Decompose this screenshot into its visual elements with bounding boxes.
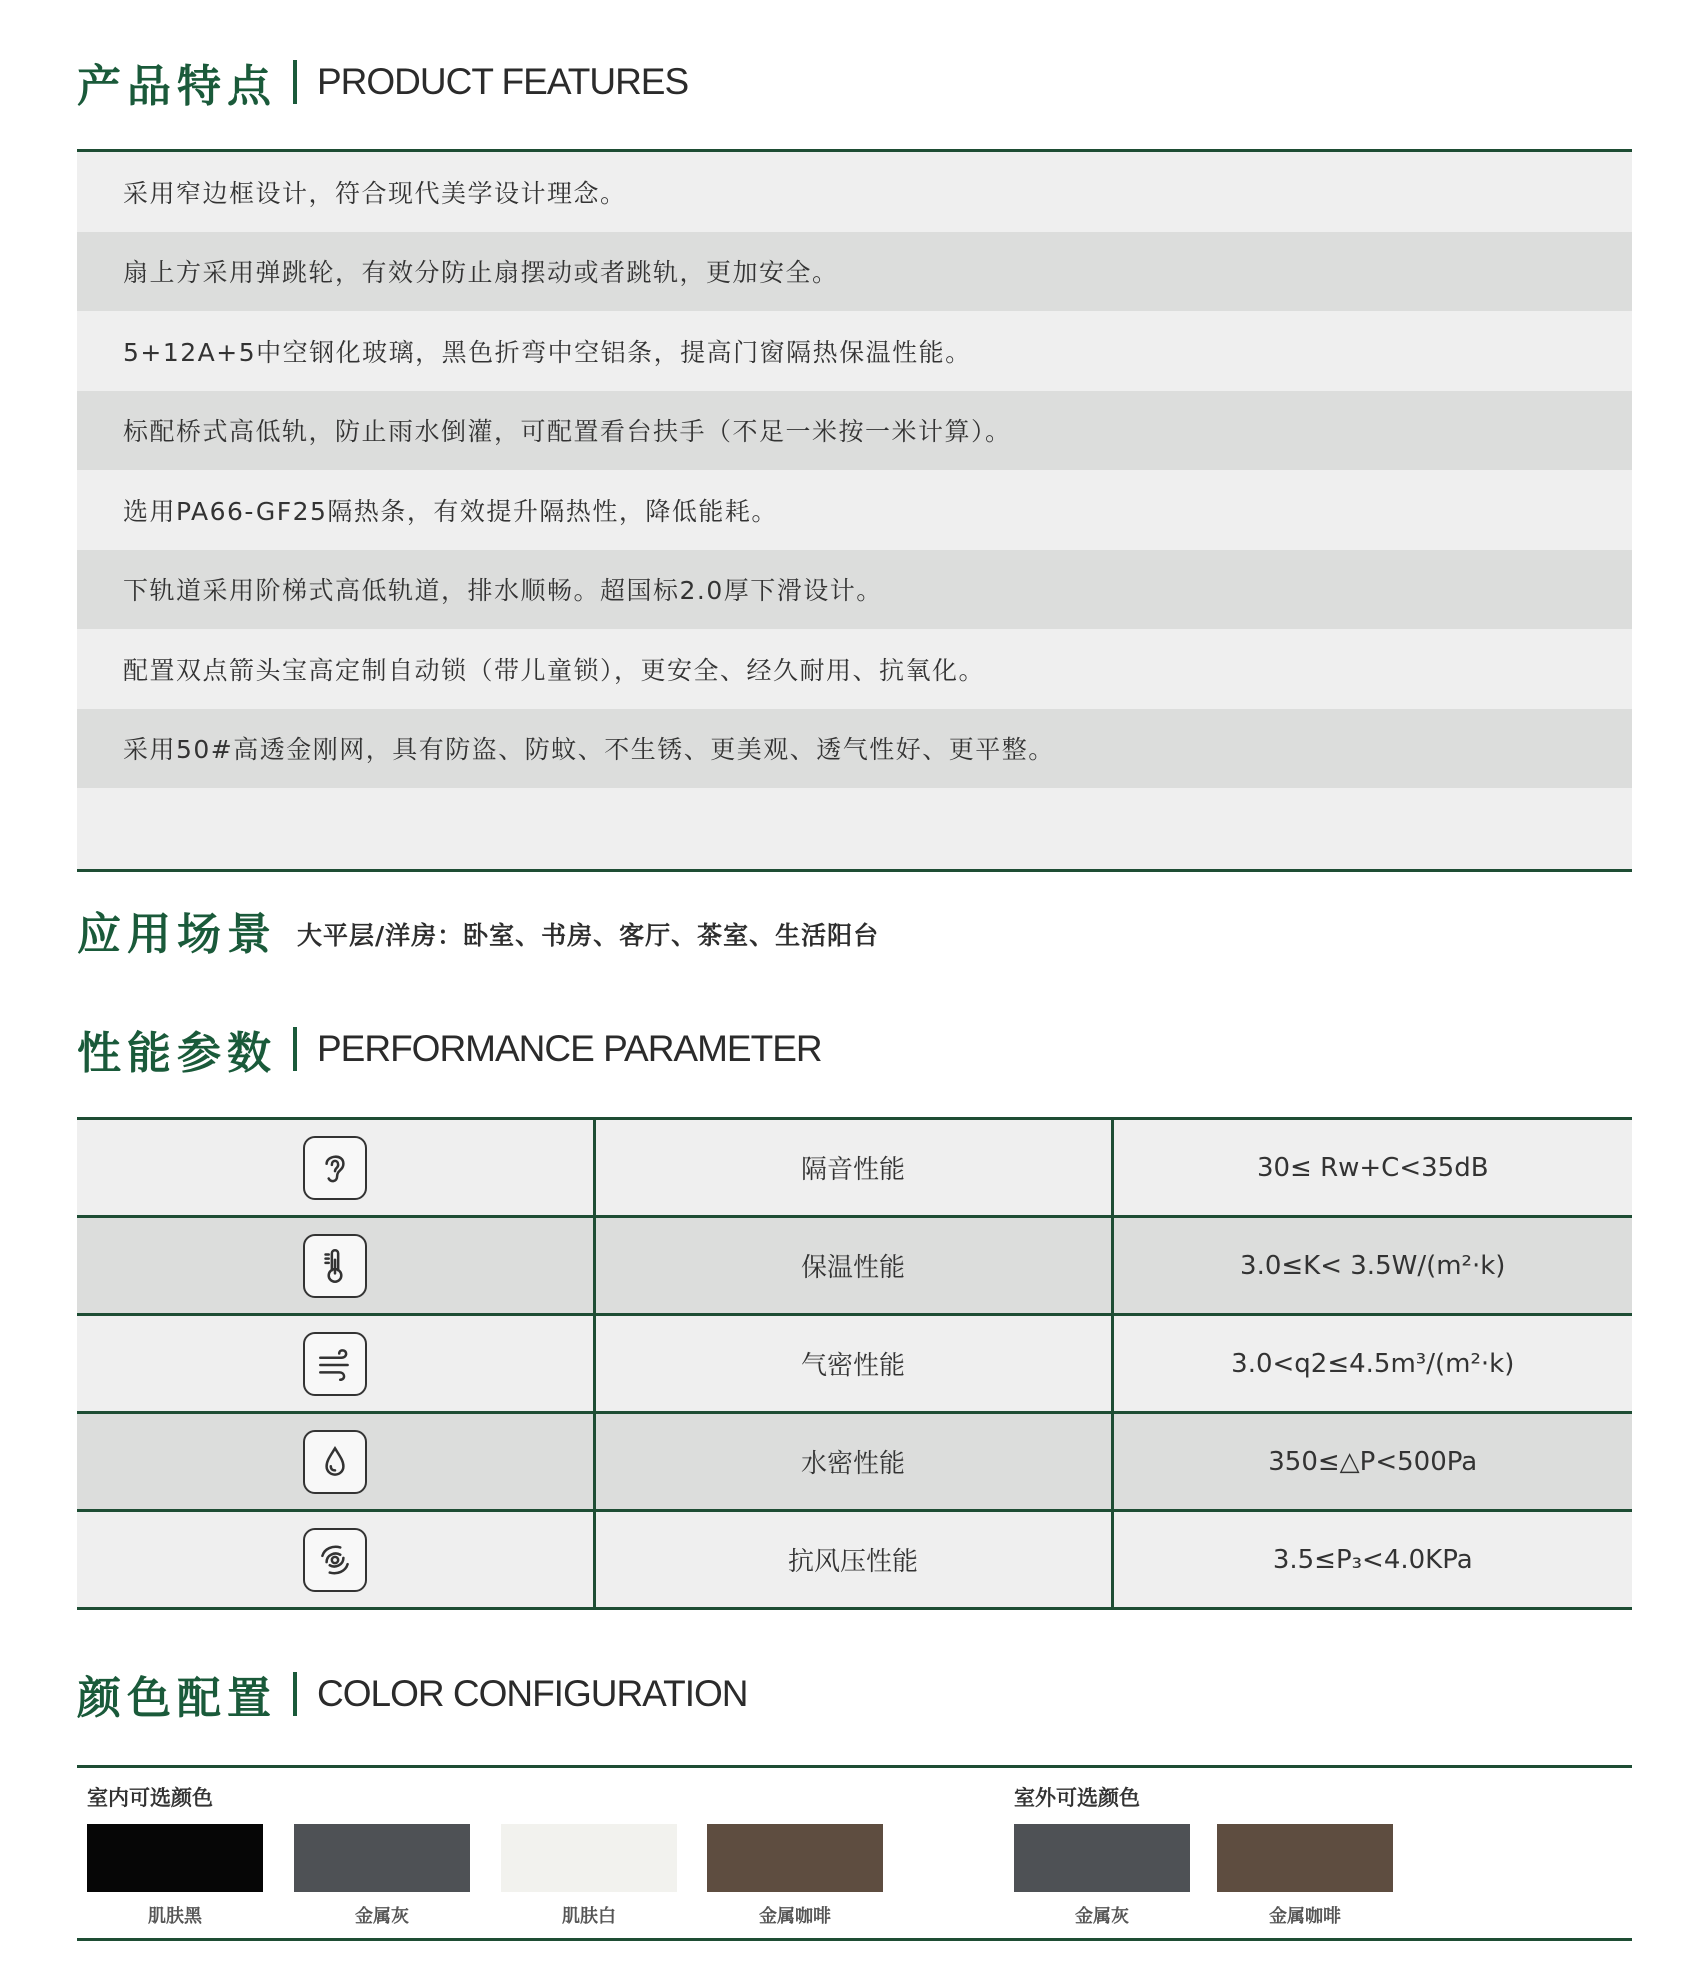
table-row [77, 1511, 1632, 1609]
icon-cell [77, 1217, 594, 1315]
table-row [77, 1217, 1632, 1315]
color-swatch [501, 1824, 677, 1892]
feature-item: 扇上方采用弹跳轮，有效分防止扇摆动或者跳轨，更加安全。 [77, 232, 1632, 312]
feature-blank-row [77, 788, 1632, 869]
features-list [77, 149, 1632, 872]
param-name: 气密性能 [594, 1315, 1112, 1413]
table-row [77, 1315, 1632, 1413]
scenario-title: 应用场景 [77, 909, 277, 960]
param-name: 水密性能 [594, 1413, 1112, 1511]
param-name: 抗风压性能 [594, 1511, 1112, 1609]
heading-divider [293, 1672, 297, 1716]
water-drop-icon [303, 1430, 367, 1494]
color-swatch [1014, 1824, 1190, 1892]
features-title-en: PRODUCT FEATURES [317, 61, 689, 102]
typhoon-icon [303, 1528, 367, 1592]
performance-heading [77, 1019, 822, 1079]
color-swatch-label: 金属灰 [355, 1906, 409, 1927]
icon-cell [77, 1511, 594, 1609]
color-title-en: COLOR CONFIGURATION [317, 1673, 748, 1714]
features-heading [77, 52, 688, 112]
param-value: 3.0<q2≤4.5m³/(m²·k) [1112, 1315, 1632, 1413]
ear-icon [303, 1136, 367, 1200]
param-name: 保温性能 [594, 1217, 1112, 1315]
outdoor-colors-label: 室外可选颜色 [1014, 1786, 1140, 1810]
features-title-cn: 产品特点 [77, 61, 277, 112]
param-value: 350≤△P<500Pa [1112, 1413, 1632, 1511]
color-swatch [1217, 1824, 1393, 1892]
color-swatch-label: 金属灰 [1075, 1906, 1129, 1927]
performance-table [77, 1117, 1632, 1610]
color-swatch-label: 金属咖啡 [1269, 1906, 1341, 1927]
param-name: 隔音性能 [594, 1119, 1112, 1217]
heading-divider [293, 60, 297, 104]
color-swatch [87, 1824, 263, 1892]
table-row [77, 1413, 1632, 1511]
table-row [77, 1119, 1632, 1217]
thermometer-icon [303, 1234, 367, 1298]
performance-title-en: PERFORMANCE PARAMETER [317, 1028, 822, 1069]
feature-item: 配置双点箭头宝高定制自动锁（带儿童锁），更安全、经久耐用、抗氧化。 [123, 655, 986, 685]
feature-item: 采用窄边框设计，符合现代美学设计理念。 [123, 178, 627, 208]
param-value: 3.5≤P₃<4.0KPa [1112, 1511, 1632, 1609]
param-value: 30≤ Rw+C<35dB [1112, 1119, 1632, 1217]
feature-item: 采用50#高透金刚网，具有防盗、防蚊、不生锈、更美观、透气性好、更平整。 [77, 709, 1632, 789]
scenario-text: 大平层/洋房：卧室、书房、客厅、茶室、生活阳台 [297, 921, 880, 950]
color-swatch [294, 1824, 470, 1892]
indoor-colors-label: 室内可选颜色 [87, 1786, 213, 1810]
feature-item: 下轨道采用阶梯式高低轨道，排水顺畅。超国标2.0厚下滑设计。 [77, 550, 1632, 630]
feature-item: 5+12A+5中空钢化玻璃，黑色折弯中空铝条，提高门窗隔热保温性能。 [123, 337, 972, 367]
color-swatch-label: 金属咖啡 [759, 1906, 831, 1927]
color-swatch-label: 肌肤黑 [148, 1906, 202, 1927]
color-heading [77, 1664, 748, 1724]
color-swatch [707, 1824, 883, 1892]
color-configuration [77, 1765, 1632, 1941]
color-title-cn: 颜色配置 [77, 1673, 277, 1724]
icon-cell [77, 1119, 594, 1217]
wind-icon [303, 1332, 367, 1396]
icon-cell [77, 1413, 594, 1511]
heading-divider [293, 1027, 297, 1071]
feature-item: 选用PA66-GF25隔热条，有效提升隔热性，降低能耗。 [123, 496, 778, 526]
param-value: 3.0≤K< 3.5W/(m²·k) [1112, 1217, 1632, 1315]
color-swatch-label: 肌肤白 [562, 1906, 616, 1927]
icon-cell [77, 1315, 594, 1413]
scenario [77, 898, 879, 962]
performance-title-cn: 性能参数 [77, 1028, 277, 1079]
feature-item: 标配桥式高低轨，防止雨水倒灌，可配置看台扶手（不足一米按一米计算）。 [77, 391, 1632, 471]
